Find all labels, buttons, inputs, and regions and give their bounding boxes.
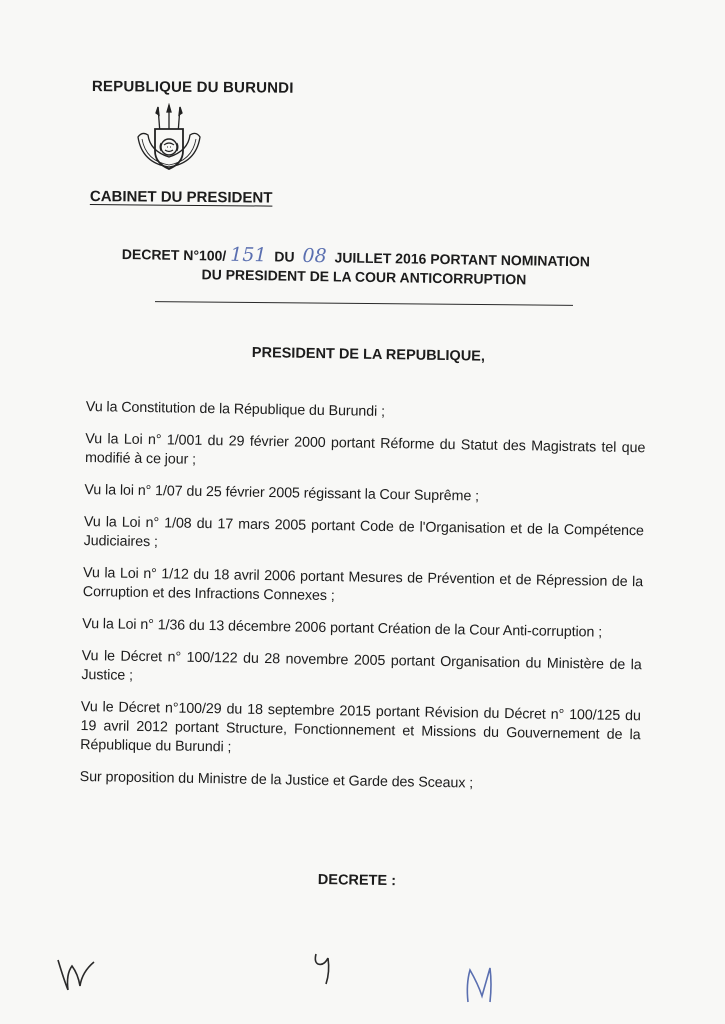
decree-prefix: DECRET N°100/	[121, 245, 227, 264]
consideration-item: Vu le Décret n°100/29 du 18 septembre 2015 portant Révision du Décret n° 100/125 du 19 avril 2012 portant Structure, Fonctionnement et Missions du Gouvernement de la République du Burundi ;	[80, 698, 641, 756]
title-divider	[155, 301, 573, 306]
consideration-item: Vu la Loi n° 1/12 du 18 avril 2006 portant Mesures de Prévention et de Répression de la Corruption et des Infractions Connexes ;	[82, 564, 644, 605]
consideration-item: Vu la Loi n° 1/36 du 13 décembre 2006 portant Création de la Cour Anti-corruption ;	[82, 615, 603, 641]
decree-number-handwritten: 151	[230, 243, 267, 267]
decree-title-line2: DU PRESIDENT DE LA COUR ANTICORRUPTION	[201, 266, 527, 288]
consideration-item: Vu la loi n° 1/07 du 25 février 2005 régissant la Cour Suprême ;	[84, 481, 480, 505]
handwritten-initial-middle	[310, 950, 336, 988]
burundi-coat-of-arms-emblem	[128, 103, 210, 189]
decree-title	[121, 244, 642, 291]
decree-title-rest: JUILLET 2016 PORTANT NOMINATION	[334, 249, 591, 270]
consideration-item: Vu la Loi n° 1/001 du 29 février 2000 portant Réforme du Statut des Magistrats tel que modifié à ce jour ;	[84, 430, 646, 468]
handwritten-initial-left	[54, 952, 100, 996]
republic-heading: REPUBLIQUE DU BURUNDI	[91, 78, 294, 97]
consideration-item: Vu le Décret n° 100/122 du 28 novembre 2005 portant Organisation du Ministère de la Justice ;	[81, 647, 642, 684]
consideration-item: Sur proposition du Ministre de la Justice et Garde des Sceaux ;	[79, 768, 474, 792]
considerations-list	[79, 398, 646, 809]
decrete-heading: DECRETE :	[317, 872, 397, 890]
decree-day-handwritten: 08	[302, 244, 327, 268]
president-heading: PRESIDENT DE LA REPUBLIQUE,	[251, 345, 486, 365]
handwritten-initial-right	[462, 962, 498, 1006]
consideration-item: Vu la Loi n° 1/08 du 17 mars 2005 portant Code de l'Organisation et de la Compétence Judiciaires ;	[83, 513, 644, 551]
cabinet-heading: CABINET DU PRESIDENT	[89, 188, 273, 207]
decree-du: DU	[274, 248, 295, 265]
coat-of-arms-icon	[128, 103, 210, 189]
consideration-item: Vu la Constitution de la République du Burundi ;	[85, 398, 386, 420]
